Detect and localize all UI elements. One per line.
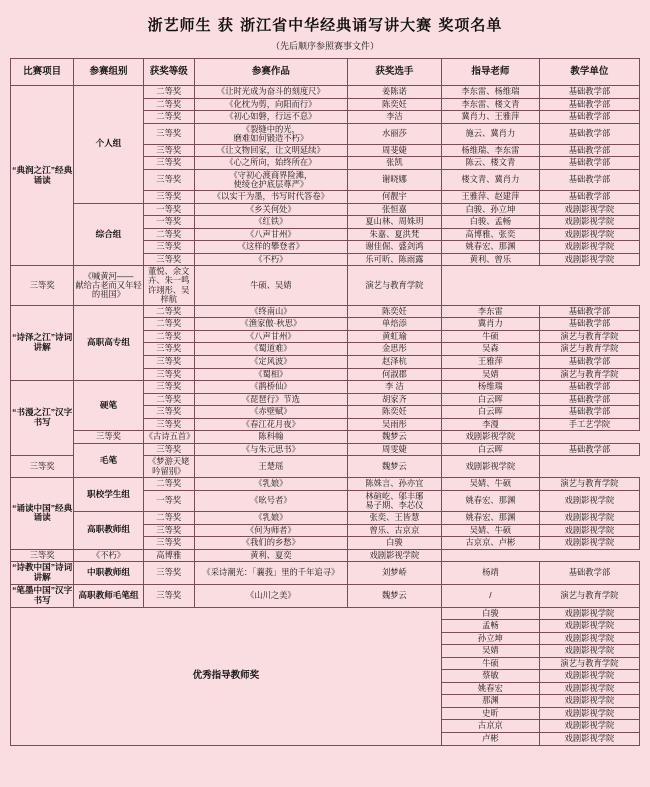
cell-group: 中职教师组: [74, 562, 143, 585]
cell-player: 周雯婕: [347, 443, 441, 456]
cell-unit: 演艺与教育学院: [539, 368, 639, 381]
cell-unit: 基础教学部: [539, 157, 639, 170]
table-row: [11, 305, 640, 318]
cell-teacher: 蔡敏: [441, 670, 539, 683]
cell-work: 《梦游天姥吟留别》: [143, 456, 194, 478]
table-row: [11, 381, 640, 394]
cell-teacher: 白骏、孙立坤: [441, 203, 539, 216]
cell-level: 二等奖: [143, 318, 194, 331]
cell-unit: 戏剧影视学院: [539, 253, 639, 266]
cell-work: 《鹊桥仙》: [194, 381, 347, 394]
cell-player: 谢佳倔、盛剑鸿: [347, 241, 441, 254]
cell-teacher: 姚春宏、那渊: [441, 490, 539, 511]
cell-work: 《赤壁赋》: [194, 406, 347, 419]
cell-level: 二等奖: [143, 86, 194, 99]
cell-unit: 戏剧影视学院: [539, 620, 639, 633]
cell-player: 黄虹瑜: [347, 330, 441, 343]
cell-group: 高职高专组: [74, 305, 143, 380]
cell-event: “笔墨中国”汉字书写: [11, 584, 74, 607]
cell-teacher: 施云、冀肖力: [441, 123, 539, 144]
cell-teacher: 吴婧: [441, 368, 539, 381]
cell-player: 何淑郡: [347, 368, 441, 381]
cell-work: 《心之所向，始终所在》: [194, 157, 347, 170]
award-table: [10, 58, 640, 746]
cell-player: 胡家齐: [347, 393, 441, 406]
cell-player: 刘梦峤: [347, 562, 441, 585]
cell-player: 林碹屹、邬丰琊 易子期、李芯仪: [347, 490, 441, 511]
cell-level: 二等奖: [143, 478, 194, 491]
table-row: [11, 443, 640, 456]
cell-teacher: 牛硕: [441, 657, 539, 670]
cell-unit: 戏剧影视学院: [539, 216, 639, 229]
table-row: [11, 549, 640, 562]
cell-unit: 戏剧影视学院: [539, 241, 639, 254]
cell-teacher: 那渊: [441, 695, 539, 708]
cell-player: 谢晓娜: [347, 169, 441, 190]
table-row: [11, 562, 640, 585]
cell-unit: 基础教学部: [539, 86, 639, 99]
col-header-work: 参赛作品: [194, 59, 347, 86]
cell-teacher: 李东雷、杨维瑞: [441, 86, 539, 99]
cell-teacher: 杨靖: [441, 562, 539, 585]
cell-player: 陈姝言、孙亦宜: [347, 478, 441, 491]
cell-teacher: 牛硕、吴婧: [194, 266, 347, 306]
cell-teacher: 姚春宏、那渊: [441, 241, 539, 254]
cell-work: 《乳娘》: [194, 512, 347, 525]
cell-level: 二等奖: [143, 98, 194, 111]
cell-work: 《我们的乡愁》: [194, 537, 347, 550]
cell-work: 《琵琶行》节选: [194, 393, 347, 406]
cell-unit: 基础教学部: [539, 443, 639, 456]
cell-player: 李洁: [347, 111, 441, 124]
cell-group: 职校学生组: [74, 478, 143, 512]
cell-work: 《定风波》: [194, 355, 347, 368]
cell-level: 三等奖: [143, 241, 194, 254]
cell-player: 董悦、余文卉、朱一鸣 许翊彤、吴梓航: [143, 266, 194, 306]
table-row: [11, 478, 640, 491]
cell-level: 三等奖: [11, 456, 74, 478]
cell-player: 陈奕妊: [347, 305, 441, 318]
cell-unit: 基础教学部: [539, 191, 639, 204]
cell-teacher: 高博雅、张奕: [441, 228, 539, 241]
cell-unit: 演艺与教育学院: [539, 478, 639, 491]
cell-unit: 基础教学部: [539, 169, 639, 190]
cell-teacher: 李漫: [441, 418, 539, 431]
cell-unit: 基础教学部: [539, 562, 639, 585]
cell-level: 三等奖: [143, 443, 194, 456]
cell-work: 《不朽》: [74, 549, 143, 562]
cell-work: 《化枕为剪，向阳而行》: [194, 98, 347, 111]
cell-unit: 戏剧影视学院: [441, 456, 539, 478]
cell-unit: 戏剧影视学院: [539, 720, 639, 733]
cell-level: 二等奖: [143, 305, 194, 318]
col-header-event: 比赛项目: [11, 59, 74, 86]
cell-level: 二等奖: [143, 111, 194, 124]
cell-work: 《让文物回家，让文明延续》: [194, 144, 347, 157]
cell-level: 三等奖: [143, 157, 194, 170]
cell-unit: 基础教学部: [539, 318, 639, 331]
cell-work: 《喊黄河—— 献给古老而又年轻的祖国》: [74, 266, 143, 306]
cell-group: 个人组: [74, 86, 143, 204]
cell-unit: 演艺与教育学院: [539, 343, 639, 356]
cell-level: 三等奖: [143, 584, 194, 607]
cell-unit: 戏剧影视学院: [539, 733, 639, 746]
cell-unit: 手工艺学院: [539, 418, 639, 431]
cell-teacher: 卢彬: [441, 733, 539, 746]
cell-work: 《终南山》: [194, 305, 347, 318]
cell-player: 张奕、王皆慧: [347, 512, 441, 525]
cell-work: 《守初心渡商界险滩， 使绫仓护底层尊严》: [194, 169, 347, 190]
cell-teacher: 冀肖力: [441, 318, 539, 331]
cell-work: 《裂缝中的光， 磨难如何锻造不朽》: [194, 123, 347, 144]
cell-unit: 戏剧影视学院: [539, 707, 639, 720]
cell-unit: 演艺与教育学院: [347, 266, 441, 306]
cell-group: 综合组: [74, 203, 143, 266]
cell-work: 《这样的攀登者》: [194, 241, 347, 254]
col-header-player: 获奖选手: [347, 59, 441, 86]
cell-unit: 戏剧影视学院: [539, 537, 639, 550]
cell-unit: 戏剧影视学院: [539, 512, 639, 525]
cell-work: 《古诗五首》: [143, 431, 194, 444]
cell-player: 夏山林、周姝玥: [347, 216, 441, 229]
cell-unit: 戏剧影视学院: [539, 645, 639, 658]
cell-unit: 演艺与教育学院: [539, 330, 639, 343]
cell-player: 赵泽杭: [347, 355, 441, 368]
cell-level: 三等奖: [143, 123, 194, 144]
cell-level: 三等奖: [11, 266, 74, 306]
cell-teacher: 古京京、卢彬: [441, 537, 539, 550]
cell-level: 三等奖: [143, 381, 194, 394]
cell-teacher: 孟畅: [441, 620, 539, 633]
cell-player: 水丽莎: [347, 123, 441, 144]
cell-teacher: 白云晖: [441, 406, 539, 419]
cell-teacher: 白骏: [441, 607, 539, 620]
cell-work: 《与朱元思书》: [194, 443, 347, 456]
cell-level: 三等奖: [143, 368, 194, 381]
cell-group: 高职教师毛笔组: [74, 584, 143, 607]
table-row: [11, 512, 640, 525]
cell-player: 张凯: [347, 157, 441, 170]
cell-player: 李 洁: [347, 381, 441, 394]
cell-teacher: /: [441, 584, 539, 607]
cell-level: 三等奖: [143, 343, 194, 356]
table-row: [11, 431, 640, 444]
cell-player: 金思彤: [347, 343, 441, 356]
cell-player: 单焙添: [347, 318, 441, 331]
cell-work: 《以实干为墨，书写时代答卷》: [194, 191, 347, 204]
cell-player: 姜陈诺: [347, 86, 441, 99]
cell-teacher: 王雅萍、赵建萍: [441, 191, 539, 204]
cell-work: 《不朽》: [194, 253, 347, 266]
cell-unit: 基础教学部: [539, 98, 639, 111]
cell-teacher: 黄利、曾乐: [441, 253, 539, 266]
cell-teacher: 吴森: [441, 343, 539, 356]
cell-event: “诗泽之江”诗词讲解: [11, 305, 74, 380]
cell-level: 三等奖: [143, 524, 194, 537]
cell-teacher: 白骏、孟畅: [441, 216, 539, 229]
cell-teacher: 冀肖力、王雅萍: [441, 111, 539, 124]
cell-player: 白骏: [347, 537, 441, 550]
cell-teacher: 黄利、夏奕: [194, 549, 347, 562]
cell-work: 《乡关何处》: [194, 203, 347, 216]
cell-level: 三等奖: [143, 169, 194, 190]
cell-unit: 基础教学部: [539, 393, 639, 406]
table-header-row: [11, 59, 640, 86]
table-head: [11, 59, 640, 86]
cell-level: 三等奖: [143, 191, 194, 204]
cell-teacher: 王雅萍: [441, 355, 539, 368]
cell-unit: 基础教学部: [539, 144, 639, 157]
col-header-group: 参赛组别: [74, 59, 143, 86]
cell-player: 陈奕妊: [347, 406, 441, 419]
cell-unit: 戏剧影视学院: [539, 203, 639, 216]
cell-unit: 基础教学部: [539, 123, 639, 144]
cell-work: 《八声甘州》: [194, 330, 347, 343]
table-row: [11, 607, 640, 620]
cell-teacher: 吴婧: [441, 645, 539, 658]
cell-player: 周斐婕: [347, 144, 441, 157]
cell-player: 乐可昕、陈雨露: [347, 253, 441, 266]
cell-event: “诗教中国”诗词讲解: [11, 562, 74, 585]
cell-teacher: 孙立坤: [441, 632, 539, 645]
table-row: [11, 203, 640, 216]
page-title: 浙艺师生 获 浙江省中华经典诵写讲大赛 奖项名单: [147, 16, 503, 34]
cell-unit: 戏剧影视学院: [539, 490, 639, 511]
cell-level: 二等奖: [143, 512, 194, 525]
cell-group: 硬笔: [74, 381, 143, 431]
cell-work: 《采诗潮光：「蘘莪」里的千年追寻》: [194, 562, 347, 585]
cell-work: 《渔家傲·秋思》: [194, 318, 347, 331]
cell-unit: 基础教学部: [539, 111, 639, 124]
cell-unit: 基础教学部: [539, 355, 639, 368]
cell-unit: 戏剧影视学院: [539, 607, 639, 620]
cell-unit: 戏剧影视学院: [539, 670, 639, 683]
cell-work: 《春江花月夜》: [194, 418, 347, 431]
cell-work: 《让时光成为奋斗的刻度尺》: [194, 86, 347, 99]
cell-teacher: 李东雷: [441, 305, 539, 318]
cell-work: 《蜀相》: [194, 368, 347, 381]
cell-event: “典润之江”经典诵读: [11, 86, 74, 266]
cell-teacher: 楼文青、冀肖力: [441, 169, 539, 190]
cell-unit: 戏剧影视学院: [539, 228, 639, 241]
cell-event: “书漫之江”汉字书写: [11, 381, 74, 456]
cell-player: 陈奕妊: [347, 98, 441, 111]
cell-level: 二等奖: [143, 393, 194, 406]
cell-teacher: 古京京: [441, 720, 539, 733]
cell-level: 三等奖: [143, 144, 194, 157]
cell-teacher: 杨维瑞、李东雷: [441, 144, 539, 157]
cell-level: 三等奖: [143, 537, 194, 550]
cell-work: 《吆号者》: [194, 490, 347, 511]
cell-teacher: 白云晖: [441, 393, 539, 406]
cell-teacher: 史昕: [441, 707, 539, 720]
table-row: [11, 266, 640, 306]
cell-level: 二等奖: [143, 228, 194, 241]
cell-teacher: 姚春宏: [441, 682, 539, 695]
cell-player: 吴雨彤: [347, 418, 441, 431]
cell-level: 一等奖: [143, 216, 194, 229]
cell-level: 三等奖: [143, 406, 194, 419]
cell-work: 《山川之美》: [194, 584, 347, 607]
cell-level: 三等奖: [143, 418, 194, 431]
cell-unit: 戏剧影视学院: [539, 524, 639, 537]
table-row: [11, 584, 640, 607]
cell-teacher: 牛硕: [441, 330, 539, 343]
cell-teacher: 陈云、楼文青: [441, 157, 539, 170]
cell-player: 王楚瑶: [194, 456, 347, 478]
col-header-unit: 教学单位: [539, 59, 639, 86]
cell-work: 《初心如磐，行远不息》: [194, 111, 347, 124]
cell-teacher: 白云晖: [441, 443, 539, 456]
col-header-teacher: 指导老师: [441, 59, 539, 86]
cell-unit: 基础教学部: [539, 381, 639, 394]
cell-player: 陈科翰: [194, 431, 347, 444]
cell-excellent-teacher-award: 优秀指导教师奖: [11, 607, 442, 745]
cell-level: 一等奖: [143, 490, 194, 511]
cell-group: 高职教师组: [74, 512, 143, 550]
cell-unit: 演艺与教育学院: [539, 657, 639, 670]
cell-unit: 基础教学部: [539, 406, 639, 419]
cell-level: 一等奖: [143, 203, 194, 216]
cell-unit: 戏剧影视学院: [539, 695, 639, 708]
cell-work: 《红铁》: [194, 216, 347, 229]
cell-level: 三等奖: [74, 431, 143, 444]
cell-player: 魏梦云: [347, 584, 441, 607]
cell-teacher: 魏梦云: [347, 431, 441, 444]
cell-teacher: 吴婧、牛硕: [441, 524, 539, 537]
cell-unit: 演艺与教育学院: [539, 584, 639, 607]
cell-level: 三等奖: [143, 253, 194, 266]
cell-player: 高博雅: [143, 549, 194, 562]
col-header-level: 获奖等级: [143, 59, 194, 86]
cell-unit: 基础教学部: [539, 305, 639, 318]
cell-unit: 戏剧影视学院: [539, 632, 639, 645]
table-row: [11, 86, 640, 99]
cell-level: 二等奖: [143, 330, 194, 343]
page-subtitle: （先后顺序参照赛事文件）: [270, 41, 379, 51]
cell-work: 《八声甘州》: [194, 228, 347, 241]
cell-unit: 戏剧影视学院: [347, 549, 441, 562]
cell-player: 何靓宇: [347, 191, 441, 204]
table-body: [11, 86, 640, 746]
cell-work: 《乳娘》: [194, 478, 347, 491]
cell-level: 三等奖: [11, 549, 74, 562]
cell-unit: 戏剧影视学院: [539, 682, 639, 695]
cell-teacher: 姚春宏、那渊: [441, 512, 539, 525]
cell-player: 曾乐、古京京: [347, 524, 441, 537]
cell-event: “诵读中国”经典诵读: [11, 478, 74, 549]
cell-work: 《何为师者》: [194, 524, 347, 537]
cell-teacher: 李东雷、楼文青: [441, 98, 539, 111]
cell-work: 《蜀道难》: [194, 343, 347, 356]
cell-teacher: 吴婧、牛硕: [441, 478, 539, 491]
cell-level: 三等奖: [143, 355, 194, 368]
cell-player: 张恒嘉: [347, 203, 441, 216]
cell-player: 朱嘉、夏洪梵: [347, 228, 441, 241]
cell-teacher: 魏梦云: [347, 456, 441, 478]
cell-teacher: 杨维瑞: [441, 381, 539, 394]
cell-group: 毛笔: [74, 443, 143, 478]
cell-level: 三等奖: [143, 562, 194, 585]
cell-unit: 戏剧影视学院: [441, 431, 539, 444]
